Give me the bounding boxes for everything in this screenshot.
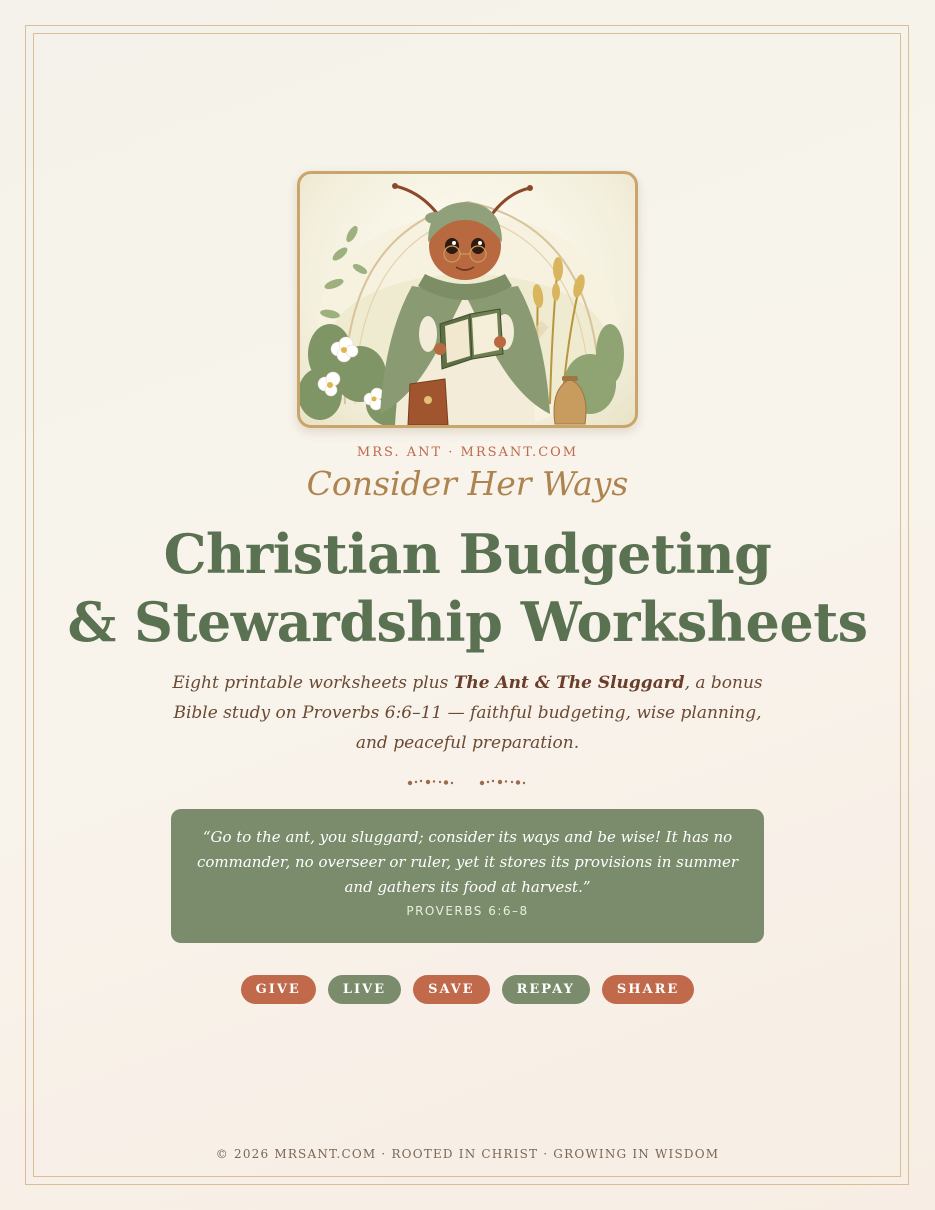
scripture-quote-box [171,809,764,943]
quote-text: “Go to the ant, you sluggard; consider its ways and be wise! It has no commander, no overseer or ruler, yet it stores its provisions in summer and gathers its food at harvest.” [196,828,739,896]
category-pills [0,975,935,1004]
pill-live: LIVE [328,975,401,1004]
pill-give: GIVE [241,975,316,1004]
title-line-1: Christian Budgeting [163,522,772,586]
page-title [0,520,935,656]
author-byline: MRS. ANT · MRSANT.COM [356,445,579,460]
quote-reference: PROVERBS 6:6–8 [406,904,529,918]
description-text-2: , a bonus Bible study on Proverbs 6:6–11 — faithful budgeting, wise planning, and peaceful preparation. [173,673,763,753]
description-bold-title: The Ant & The Sluggard [453,673,685,693]
ant-trail-divider [400,776,535,788]
description [160,668,775,758]
description-text-1: Eight printable worksheets plus [172,673,454,693]
title-line-2: & Stewardship Worksheets [67,590,868,654]
mrs-ant-illustration [297,171,638,428]
subtitle: Consider Her Ways [306,464,629,503]
pill-repay: REPAY [502,975,590,1004]
pill-share: SHARE [602,975,694,1004]
footer-text: © 2026 MRSANT.COM · ROOTED IN CHRIST · GROWING IN WISDOM [215,1147,720,1161]
pill-save: SAVE [413,975,490,1004]
